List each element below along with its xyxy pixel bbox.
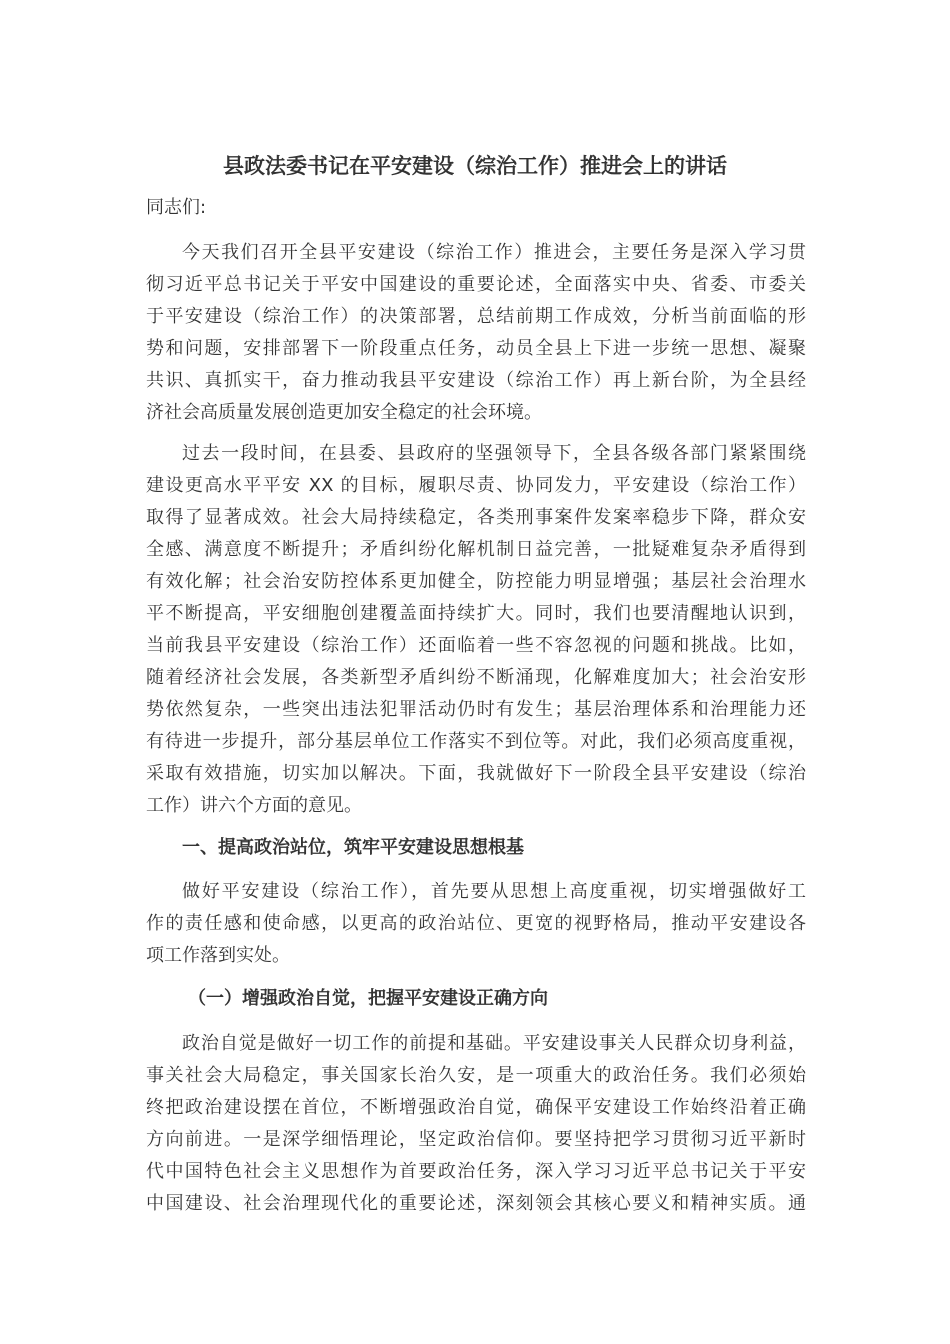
- paragraph-line: 彻习近平总书记关于平安中国建设的重要论述，全面落实中央、省委、市委关: [146, 274, 806, 295]
- paragraph-line: 中国建设、社会治理现代化的重要论述，深刻领会其核心要义和精神实质。通: [146, 1193, 806, 1214]
- paragraph-line: 工作）讲六个方面的意见。: [146, 795, 362, 816]
- paragraph-line: 随着经济社会发展，各类新型矛盾纠纷不断涌现，化解难度加大；社会治安形: [146, 667, 806, 688]
- paragraph-line: 于平安建设（综治工作）的决策部署，总结前期工作成效，分析当前面临的形: [146, 306, 806, 327]
- paragraph-line: 项工作落到实处。: [146, 945, 290, 966]
- paragraph-line: 济社会高质量发展创造更加安全稳定的社会环境。: [146, 402, 542, 423]
- paragraph-line: 共识、真抓实干，奋力推动我县平安建设（综治工作）再上新台阶，为全县经: [146, 370, 806, 391]
- paragraph-line: 代中国特色社会主义思想作为首要政治任务，深入学习习近平总书记关于平安: [146, 1161, 806, 1182]
- paragraph-line: 终把政治建设摆在首位，不断增强政治自觉，确保平安建设工作始终沿着正确: [146, 1097, 806, 1118]
- document-title: 县政法委书记在平安建设（综治工作）推进会上的讲话: [223, 154, 727, 178]
- subsection-heading: （一）增强政治自觉，把握平安建设正确方向: [188, 988, 548, 1009]
- paragraph-line: 事关社会大局稳定，事关国家长治久安，是一项重大的政治任务。我们必须始: [146, 1065, 806, 1086]
- paragraph-line: 过去一段时间，在县委、县政府的坚强领导下，全县各级各部门紧紧围绕: [182, 443, 806, 464]
- paragraph-line: 当前我县平安建设（综治工作）还面临着一些不容忽视的问题和挑战。比如，: [146, 635, 806, 656]
- paragraph-line: 采取有效措施，切实加以解决。下面，我就做好下一阶段全县平安建设（综治: [146, 763, 806, 784]
- paragraph-line: 政治自觉是做好一切工作的前提和基础。平安建设事关人民群众切身利益，: [182, 1033, 806, 1054]
- paragraph-line: 取得了显著成效。社会大局持续稳定，各类刑事案件发案率稳步下降，群众安: [146, 507, 806, 528]
- paragraph-line: 今天我们召开全县平安建设（综治工作）推进会，主要任务是深入学习贯: [182, 242, 806, 263]
- paragraph-line: 建设更高水平平安 XX 的目标，履职尽责、协同发力，平安建设（综治工作）: [146, 475, 806, 496]
- paragraph-line: 势和问题，安排部署下一阶段重点任务，动员全县上下进一步统一思想、凝聚: [146, 338, 806, 359]
- paragraph-line: 有效化解；社会治安防控体系更加健全，防控能力明显增强；基层社会治理水: [146, 571, 806, 592]
- paragraph-line: 有待进一步提升，部分基层单位工作落实不到位等。对此，我们必须高度重视，: [146, 731, 806, 752]
- section-heading: 一、提高政治站位，筑牢平安建设思想根基: [182, 837, 524, 858]
- paragraph-line: 做好平安建设（综治工作），首先要从思想上高度重视，切实增强做好工: [182, 881, 806, 902]
- paragraph-line: 平不断提高，平安细胞创建覆盖面持续扩大。同时，我们也要清醒地认识到，: [146, 603, 806, 624]
- paragraph-line: 作的责任感和使命感，以更高的政治站位、更宽的视野格局，推动平安建设各: [146, 913, 806, 934]
- paragraph-line: 方向前进。一是深学细悟理论，坚定政治信仰。要坚持把学习贯彻习近平新时: [146, 1129, 806, 1150]
- paragraph-line: 全感、满意度不断提升；矛盾纠纷化解机制日益完善，一批疑难复杂矛盾得到: [146, 539, 806, 560]
- salutation: 同志们:: [146, 197, 207, 218]
- paragraph-line: 势依然复杂，一些突出违法犯罪活动仍时有发生；基层治理体系和治理能力还: [146, 699, 806, 720]
